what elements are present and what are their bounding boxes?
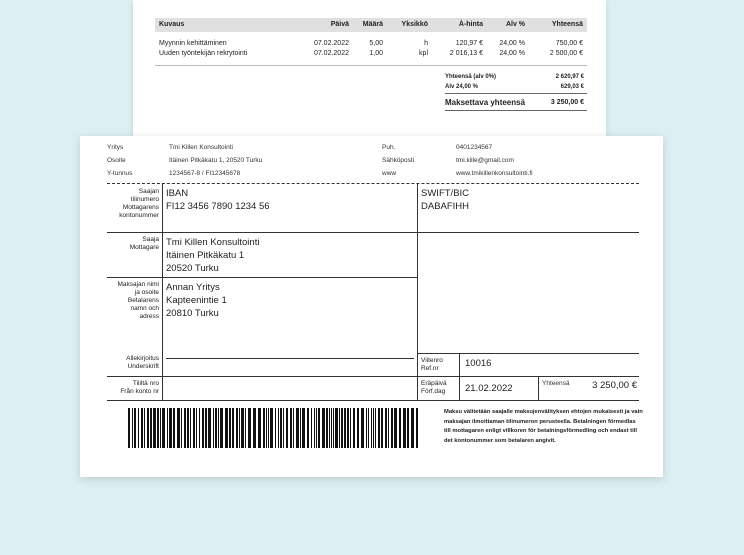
payer-label: [100, 281, 159, 321]
iban: FI12 3456 7890 1234 56: [166, 201, 270, 212]
row-cell: kpl: [419, 50, 428, 57]
row-cell: 750,00 €: [555, 40, 583, 47]
swift-label: SWIFT/BIC: [421, 188, 470, 199]
label-line: Mottagarens: [122, 204, 159, 211]
company-label: Yritys: [107, 144, 124, 151]
label-line: Från konto nr: [120, 388, 159, 395]
col-unit-price: À-hinta: [458, 21, 483, 28]
divider: [445, 110, 587, 111]
payee-city: 20520 Turku: [166, 263, 219, 274]
divider: [107, 232, 639, 233]
label-line: Allekirjoitus: [126, 355, 159, 362]
email-label: Sähköposti: [382, 157, 415, 164]
iban-label: IBAN: [166, 188, 189, 199]
label-line: ja osoite: [134, 289, 159, 296]
label-line: Viitenro: [421, 357, 443, 364]
row-cell: 120,97 €: [455, 40, 483, 47]
payee-street: Itäinen Pitkäkatu 1: [166, 250, 245, 261]
label-line: Underskrift: [127, 363, 159, 370]
table-row: [155, 47, 587, 57]
divider: [155, 65, 587, 66]
company-name: Tmi Killen Konsultointi: [169, 144, 233, 151]
payer-name: Annan Yritys: [166, 282, 220, 293]
invoice-sheet: [133, 0, 606, 140]
payee-label: [100, 236, 159, 252]
row-cell: 5,00: [369, 40, 383, 47]
divider: [445, 93, 587, 94]
total-amount: 3 250,00 €: [592, 380, 637, 391]
company-address: Itäinen Pitkäkatu 1, 20520 Turku: [169, 157, 263, 164]
divider: [162, 183, 163, 400]
phone: 0401234567: [456, 144, 493, 151]
reference-label: [421, 357, 443, 373]
row-cell: h: [424, 40, 428, 47]
divider: [107, 400, 639, 401]
label-line: Saaja: [142, 236, 159, 243]
row-cell: 24,00 %: [499, 50, 525, 57]
payee-name: Tmi Killen Konsultointi: [166, 237, 260, 248]
label-line: kontonummer: [119, 212, 159, 219]
payment-slip: [80, 136, 663, 477]
reference-number: 10016: [465, 358, 492, 369]
email: tmi.kille@gmail.com: [456, 157, 514, 164]
row-cell: 07.02.2022: [313, 50, 349, 57]
label-line: adress: [139, 313, 159, 320]
label-line: Saajan: [138, 188, 159, 195]
payment-notice: Maksu välitetään saajalle maksujenvälityksen ehtojen mukaisesti ja vain maksajan ilmoittaman tilinumeron perusteella. Betalningen förmedlas till mottagaren enligt villkoren för betalningsförmedling och endast till det kontonummer som betalaren angivit.: [444, 409, 643, 444]
divider: [417, 353, 639, 354]
label-line: Betalarens: [127, 297, 159, 304]
row-cell: 24,00 %: [499, 40, 525, 47]
label-line: Tililtä nro: [132, 380, 159, 387]
col-vat: Alv %: [505, 21, 525, 28]
row-cell: 1,00: [369, 50, 383, 57]
from-account-label: [100, 380, 159, 396]
table-row: [155, 37, 587, 47]
cut-line: [107, 183, 639, 184]
website-label: www: [382, 170, 397, 177]
address-label: Osoite: [107, 157, 126, 164]
amount-due-value: 3 250,00 €: [550, 99, 584, 106]
row-cell: 2 016,13 €: [449, 50, 483, 57]
vat-total-label: Alv 24,00 %: [445, 84, 479, 90]
col-quantity: Määrä: [362, 21, 383, 28]
label-line: tilinumero: [130, 196, 159, 203]
signature-label: [100, 355, 159, 371]
net-total-label: Yhteensä (alv 0%): [445, 74, 497, 80]
col-description: Kuvaus: [159, 21, 185, 28]
divider: [107, 376, 639, 377]
account-label: [100, 188, 159, 220]
col-unit: Yksikkö: [401, 21, 428, 28]
label-line: namn och: [130, 305, 159, 312]
invoice-table-header: [155, 18, 587, 32]
row-cell: Uuden työntekijän rekrytointi: [159, 50, 248, 57]
payer-city: 20810 Turku: [166, 308, 219, 319]
divider: [417, 183, 418, 400]
label-line: Eräpäivä: [421, 380, 447, 387]
label-line: Förf.dag: [421, 388, 446, 395]
col-date: Päivä: [330, 21, 349, 28]
due-date: 21.02.2022: [465, 383, 513, 394]
label-line: Ref.nr: [421, 365, 439, 372]
row-cell: Myynnin kehittäminen: [159, 40, 227, 47]
signature-line: [166, 358, 414, 359]
label-line: Mottagare: [129, 244, 159, 251]
business-id: 1234567-8 / FI12345678: [169, 170, 241, 177]
website: www.tmikillenkonsultointi.fi: [456, 170, 533, 177]
divider: [538, 376, 539, 400]
business-id-label: Y-tunnus: [107, 170, 133, 177]
due-date-label: [421, 380, 447, 396]
vat-total-value: 629,03 €: [560, 84, 584, 90]
col-total: Yhteensä: [551, 21, 583, 28]
barcode-icon: [128, 408, 422, 448]
total-label: Yhteensä: [542, 380, 570, 387]
amount-due-label: Maksettava yhteensä: [445, 98, 526, 107]
phone-label: Puh.: [382, 144, 396, 151]
label-line: Maksajan nimi: [117, 281, 159, 288]
row-cell: 2 500,00 €: [549, 50, 583, 57]
swift: DABAFIHH: [421, 201, 470, 212]
payer-street: Kapteenintie 1: [166, 295, 227, 306]
divider: [107, 277, 418, 278]
net-total-value: 2 620,97 €: [555, 74, 584, 80]
row-cell: 07.02.2022: [313, 40, 349, 47]
